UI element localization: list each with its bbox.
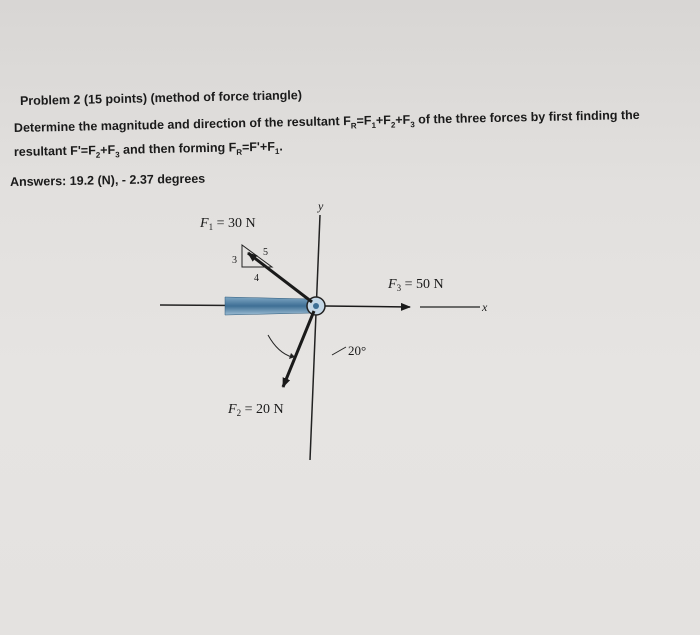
- problem-statement-line1: Determine the magnitude and direction of the resultant $F_R=F_1+F_2+F_3$ of the three forces by first finding the: [13, 107, 640, 135]
- y-axis-label: y: [318, 199, 324, 213]
- f3-label: $F_3 = 50$ N: [388, 277, 444, 293]
- f1-label: $F_1 = 30$ N: [200, 216, 256, 232]
- angle-label: 20°: [348, 343, 367, 358]
- problem-statement-line2: resultant $F'=F_2+F_3$ and then forming $F_R=F'+F_1$.: [13, 139, 283, 160]
- slope-hyp-label: 5: [263, 247, 268, 258]
- angle-leader: [332, 347, 346, 355]
- slope-rise-label: 3: [232, 255, 237, 266]
- y-axis-line: [310, 215, 320, 460]
- f2-label: $F_2 = 20$ N: [228, 402, 284, 418]
- f2-arrow: [283, 311, 314, 387]
- x-axis-label: x: [482, 300, 488, 314]
- f3-arrow: [325, 306, 410, 307]
- slope-run-label: 4: [254, 273, 259, 284]
- force-diagram: [150, 195, 510, 475]
- angle-arc: [268, 335, 292, 357]
- joint-inner: [313, 303, 319, 309]
- rope-member: [225, 297, 312, 315]
- answers-line: Answers: 19.2 (N), - 2.37 degrees: [9, 171, 206, 189]
- problem-heading: Problem 2 (15 points) (method of force triangle): [19, 88, 303, 108]
